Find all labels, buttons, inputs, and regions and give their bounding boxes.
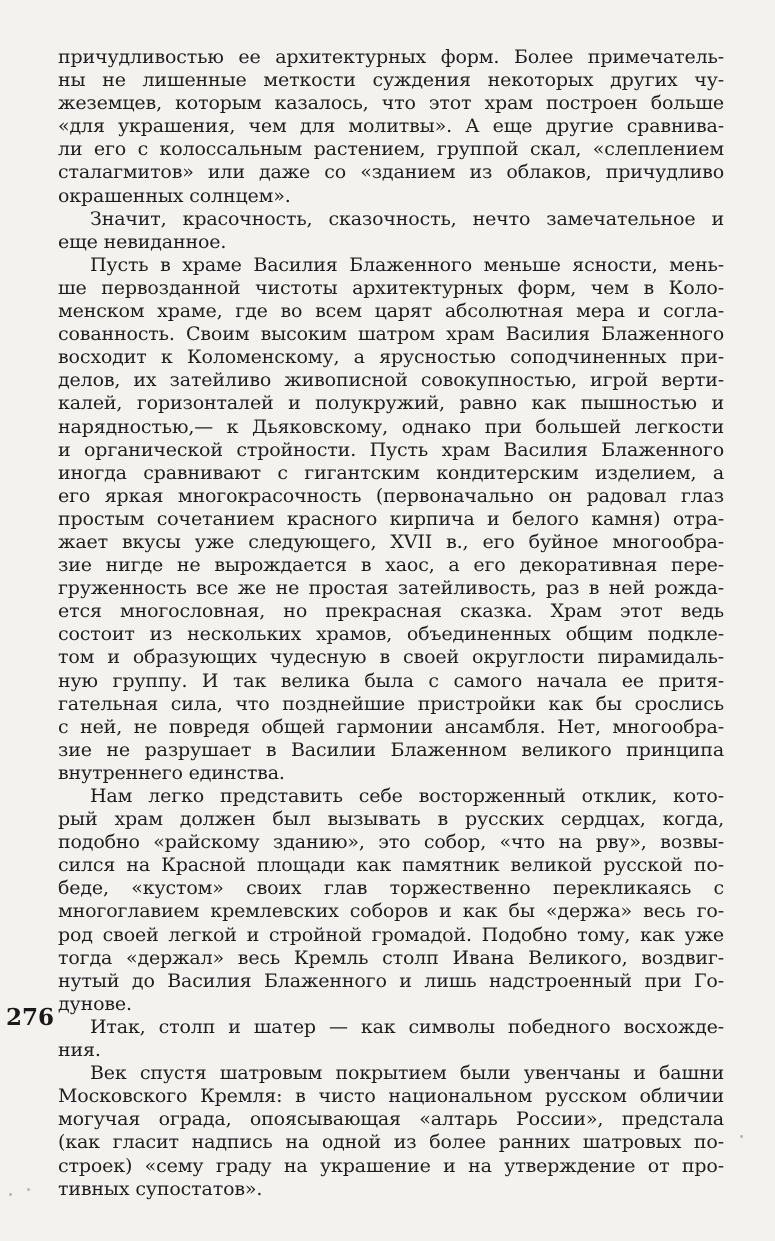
text-line: рый храм должен был вызывать в русских сердцах, когда,: [58, 808, 724, 831]
text-line: с ней, не повредя общей гармонии ансамбля. Нет, многообра-: [58, 715, 724, 738]
text-line: Век спустя шатровым покрытием были увенчаны и башни: [90, 1062, 724, 1085]
text-line: беде, «кустом» своих глав торжественно перекликаясь с: [58, 877, 724, 900]
text-line: причудливостью ее архитектурных форм. Более примечатель-: [58, 46, 724, 68]
text-line: Значит, красочность, сказочность, нечто замечательное и: [90, 207, 724, 230]
text-line: окрашенных солнцем».: [58, 184, 291, 207]
text-line: ную группу. И так велика была с самого начала ее притя-: [58, 669, 724, 692]
text-line: могучая ограда, опоясывающая «алтарь России», предстала: [58, 1108, 724, 1131]
text-line: Итак, столп и шатер — как символы победного восхожде-: [90, 1015, 724, 1038]
text-line: том и образующих чудесную в своей округлости пирамидаль-: [58, 646, 724, 669]
text-line: (как гласит надпись на одной из более ранних шатровых по-: [58, 1131, 724, 1154]
text-line: жеземцев, которым казалось, что этот храм построен больше: [58, 92, 724, 115]
text-line: состоит из нескольких храмов, объединенных общим подкле-: [58, 623, 724, 646]
text-line: Нам легко представить себе восторженный отклик, кото-: [90, 785, 724, 807]
text-line: еще невиданное.: [58, 230, 227, 253]
paper-speck: [27, 1188, 30, 1191]
text-line: иногда сравнивают с гигантским кондитерским изделием, а: [58, 461, 724, 484]
body-text: [58, 46, 724, 1201]
text-line: гательная сила, что позднейшие пристройки как бы срослись: [58, 692, 724, 715]
text-line: зие не разрушает в Василии Блаженном великого принципа: [58, 738, 724, 761]
text-line: род своей легкой и стройной громадой. Подобно тому, как уже: [58, 923, 724, 946]
text-line: сталагмитов» или даже со «зданием из облаков, причудливо: [58, 161, 724, 184]
text-line: Пусть в храме Василия Блаженного меньше ясности, мень-: [90, 253, 724, 276]
text-line: ли его с колоссальным растением, группой скал, «слеплением: [58, 138, 724, 161]
text-line: ется многословная, но прекрасная сказка. Храм этот ведь: [58, 600, 724, 623]
text-line: зие нигде не вырождается в хаос, а его декоративная пере-: [58, 554, 724, 577]
text-line: ше первозданной чистоты архитектурных форм, чем в Коло-: [58, 276, 724, 299]
text-line: делов, их затейливо живописной совокупностью, игрой верти-: [58, 369, 724, 392]
text-line: подобно «райскому зданию», это собор, «что на рву», возвы-: [58, 831, 724, 854]
text-line: калей, горизонталей и полукружий, равно как пышностью и: [58, 392, 724, 415]
text-line: простым сочетанием красного кирпича и белого камня) отра-: [58, 507, 724, 530]
text-line: его яркая многокрасочность (первоначально он радовал глаз: [58, 484, 724, 507]
text-line: жает вкусы уже следующего, XVII в., его буйное многообра-: [58, 530, 724, 553]
text-line: менском храме, где во всем царят абсолютная мера и согла-: [58, 300, 724, 323]
text-line: Московского Кремля: в чисто национальном русском обличии: [58, 1085, 724, 1108]
page-number: 276: [6, 1004, 55, 1031]
text-line: сованность. Своим высоким шатром храм Василия Блаженного: [58, 323, 724, 346]
text-line: ния.: [58, 1039, 101, 1062]
text-line: тогда «держал» весь Кремль столп Ивана Великого, воздвиг-: [58, 946, 724, 969]
paper-speck: [9, 1193, 12, 1196]
text-line: сился на Красной площади как памятник великой русской по-: [58, 854, 724, 877]
text-line: нарядностью,— к Дьяковскому, однако при большей легкости: [58, 415, 724, 438]
text-line: восходит к Коломенскому, а ярусностью соподчиненных при-: [58, 346, 724, 369]
text-line: строек) «сему граду на украшение и на утверждение от про-: [58, 1154, 724, 1177]
text-line: дунове.: [58, 992, 132, 1015]
text-line: внутреннего единства.: [58, 761, 285, 784]
text-line: тивных супостатов».: [58, 1177, 263, 1200]
text-line: «для украшения, чем для молитвы». А еще другие сравнива-: [58, 115, 724, 138]
text-line: груженность все же не простая затейливость, раз в ней рожда-: [58, 577, 724, 600]
text-line: ны не лишенные меткости суждения некоторых других чу-: [58, 69, 724, 92]
text-line: нутый до Василия Блаженного и лишь надстроенный при Го-: [58, 969, 724, 992]
text-line: многоглавием кремлевских соборов и как бы «держа» весь го-: [58, 900, 724, 923]
paper-speck: [740, 1135, 743, 1138]
text-line: и органической стройности. Пусть храм Василия Блаженного: [58, 438, 724, 461]
